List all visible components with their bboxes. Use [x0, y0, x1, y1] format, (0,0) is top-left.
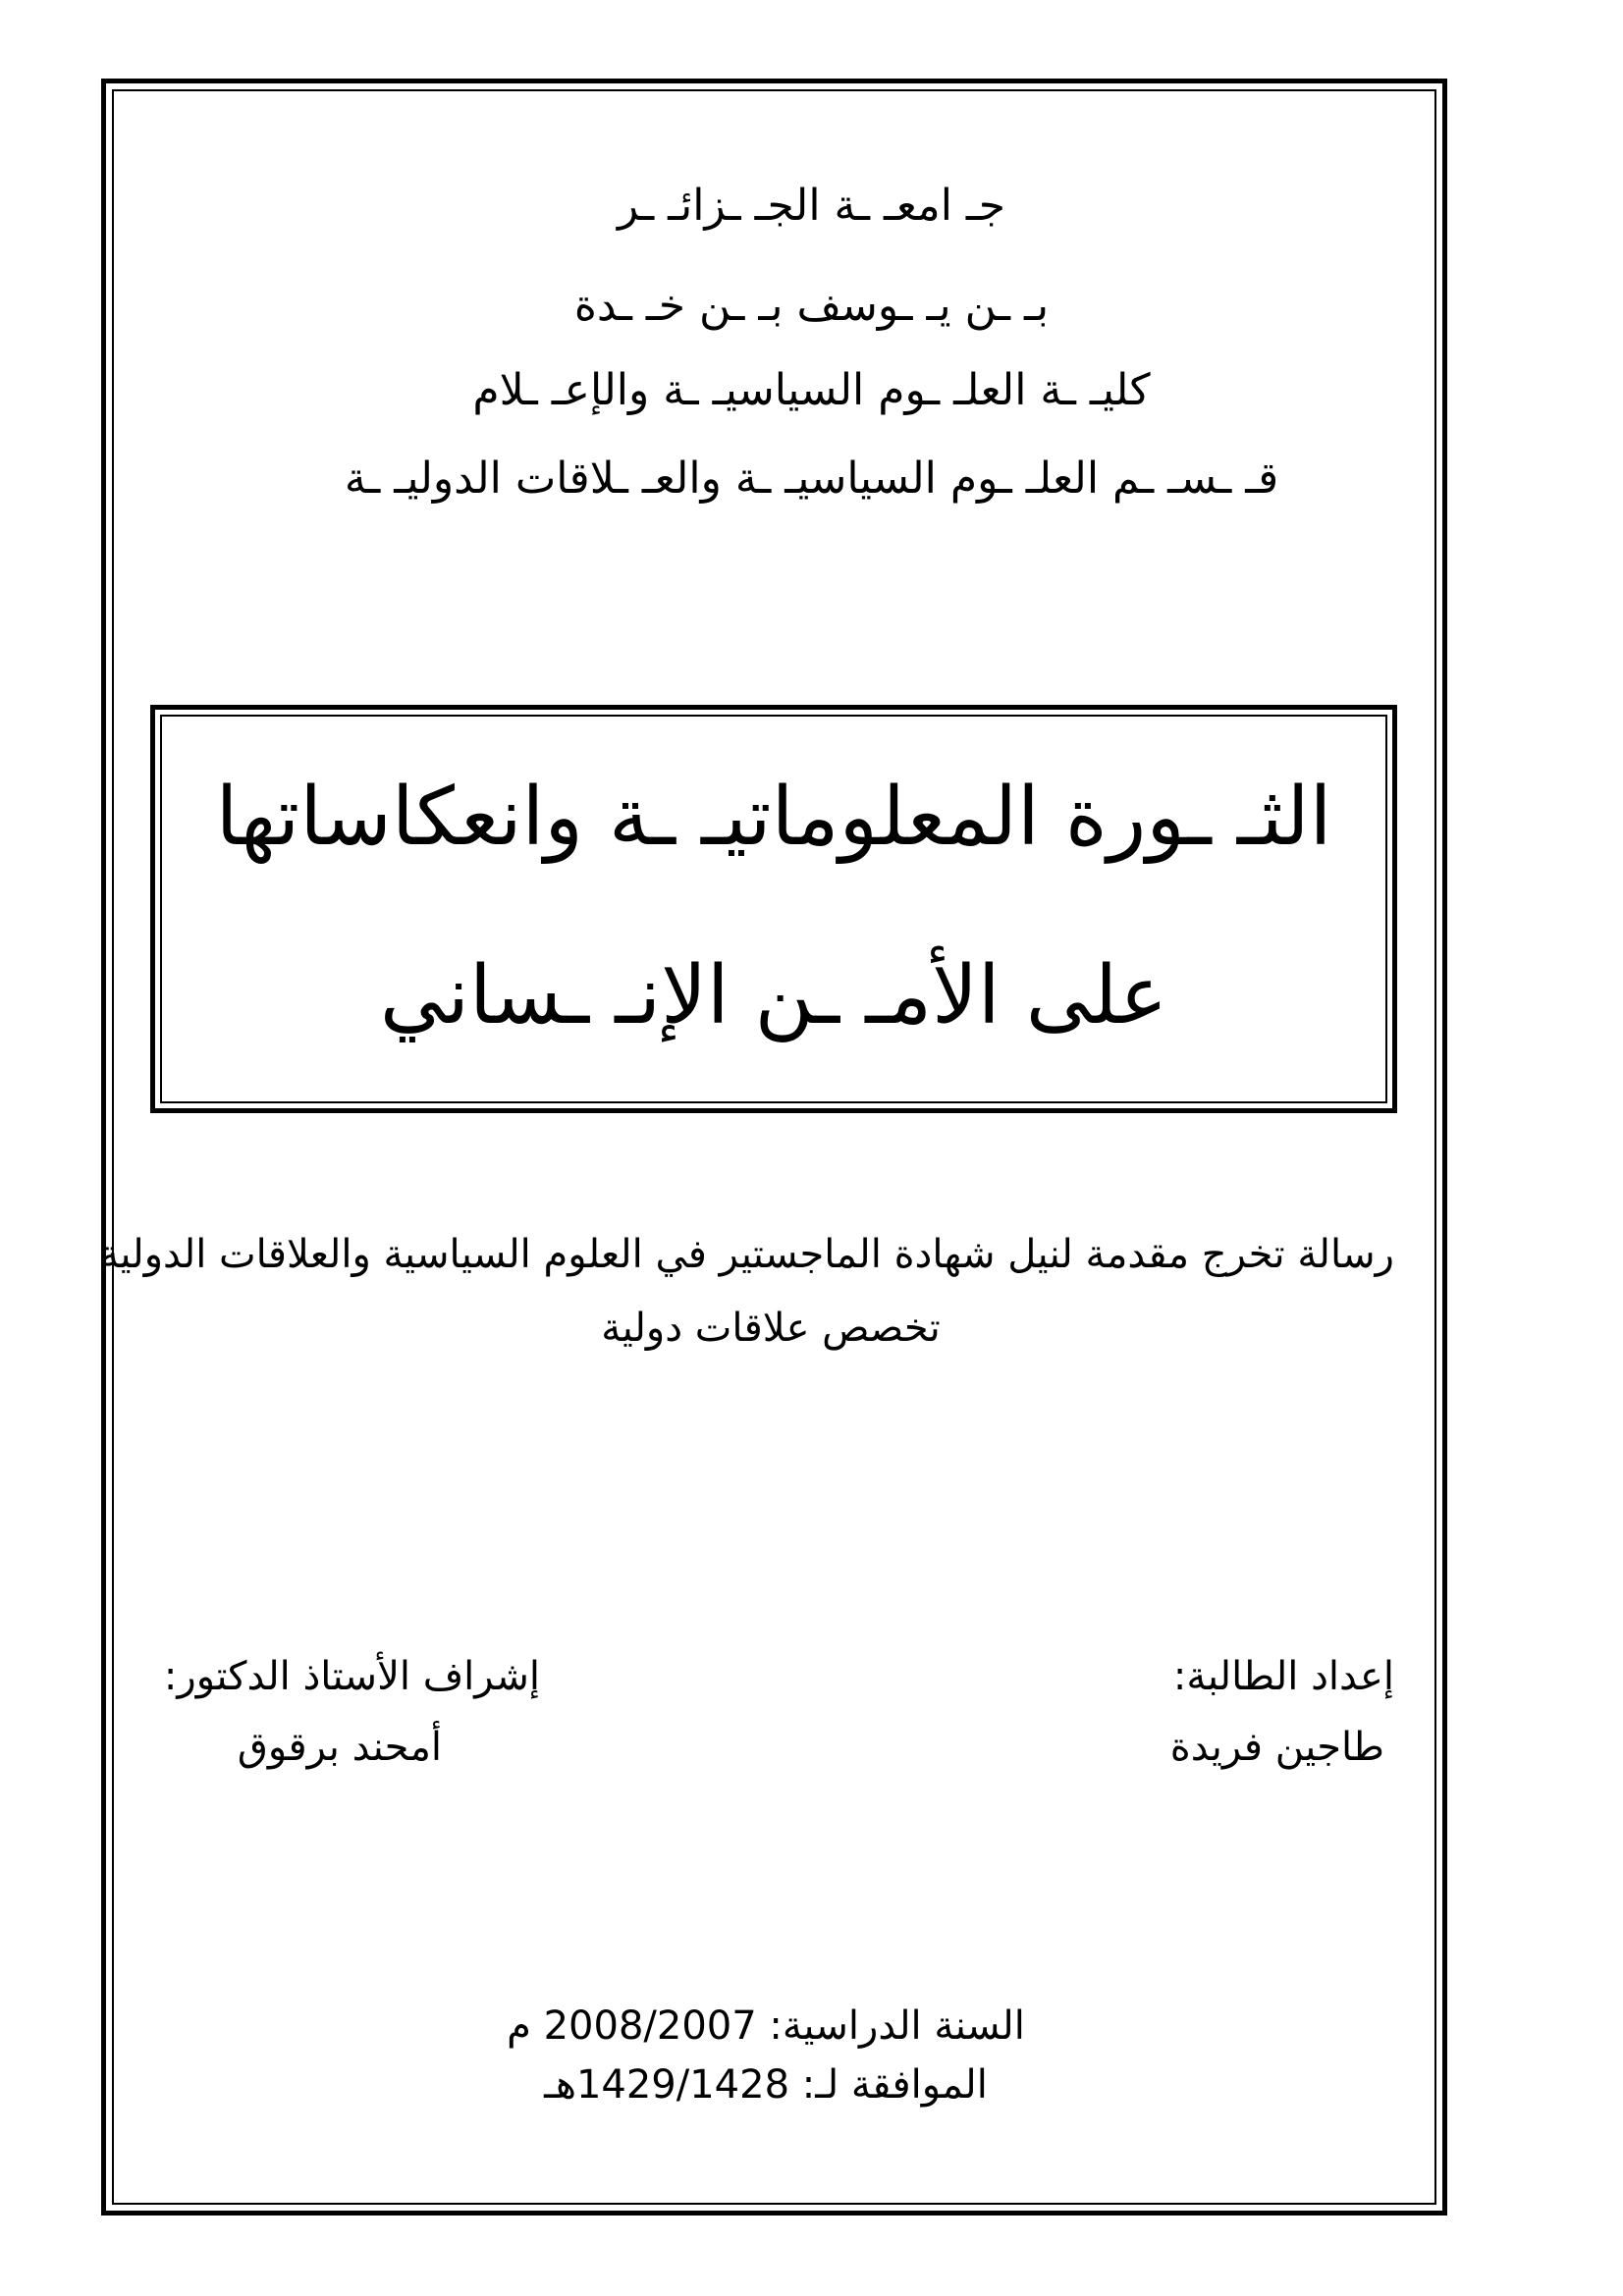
department-name: قـ ـسـ ـم العلـ ـوم السياسيـ ـة والعـ ـلاقات الدوليـ ـة [344, 454, 1279, 504]
student-label: إعداد الطالبة: [1172, 1654, 1394, 1699]
supervisor-name: أمحند برقوق [237, 1725, 442, 1770]
academic-year-hijri: الموافقة لـ: 1429/1428هـ [544, 2062, 988, 2108]
campus-name: بـ ـن يـ ـوسف بـ ـن خـ ـدة [573, 281, 1050, 331]
thesis-description: رسالة تخرج مقدمة لنيل شهادة الماجستير في العلوم السياسية والعلاقات الدولية [98, 1232, 1394, 1277]
university-name: جـ امعـ ـة الجـ ـزائـ ـر [617, 181, 1006, 231]
faculty-name: كليـ ـة العلـ ـوم السياسيـ ـة والإعـ ـلام [472, 365, 1151, 415]
thesis-title-line-2: على الأمـ ـن الإنـ ـساني [379, 949, 1168, 1042]
thesis-title-line-1: الثـ ـورة المعلوماتيـ ـة وانعكاساتها [215, 771, 1332, 864]
specialization: تخصص علاقات دولية [601, 1306, 941, 1351]
academic-year-gregorian: السنة الدراسية: 2008/2007 م [507, 2003, 1025, 2049]
supervisor-label: إشراف الأستاذ الدكتور: [163, 1654, 540, 1699]
student-name: طاجين فريدة [1169, 1725, 1384, 1770]
